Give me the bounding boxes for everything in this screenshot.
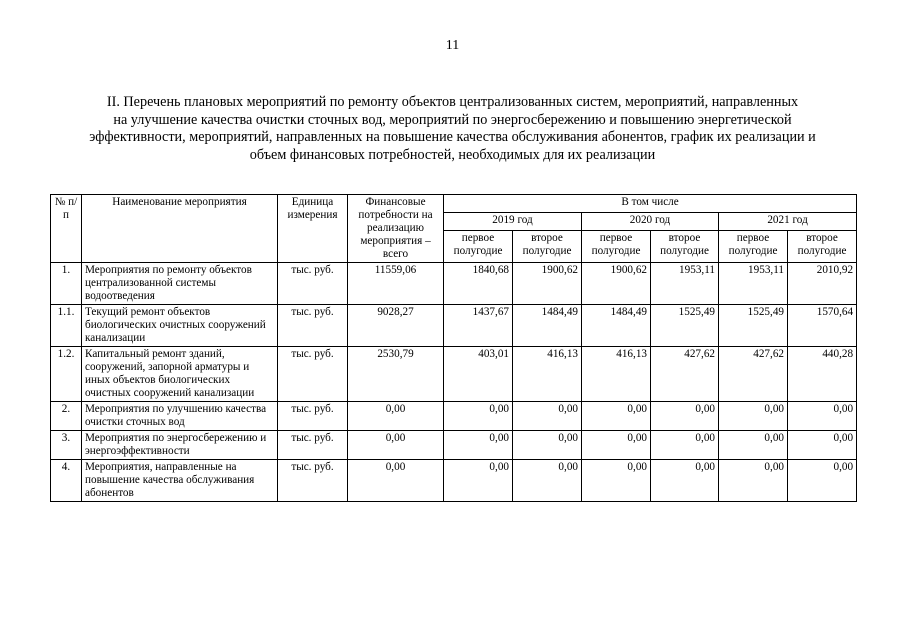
header-year-2019: 2019 год [444,212,582,230]
row-num: 1. [51,263,82,305]
row-value: 416,13 [513,347,582,402]
row-value: 1484,49 [582,305,651,347]
row-value: 1525,49 [719,305,788,347]
row-value: 0,00 [513,402,582,431]
row-name: Текущий ремонт объектов биологических очистных сооружений канализации [82,305,278,347]
row-value: 0,00 [651,431,719,460]
header-half-second: второе полугодие [513,230,582,262]
row-value: 1437,67 [444,305,513,347]
row-unit: тыс. руб. [278,347,348,402]
row-value: 0,00 [582,460,651,502]
table-row [51,263,857,305]
row-num: 1.2. [51,347,82,402]
header-half-second: второе полугодие [788,230,857,262]
row-value: 0,00 [788,460,857,502]
row-value: 0,00 [444,402,513,431]
row-unit: тыс. руб. [278,305,348,347]
table-row [51,431,857,460]
row-total: 11559,06 [348,263,444,305]
row-value: 416,13 [582,347,651,402]
row-unit: тыс. руб. [278,402,348,431]
row-value: 0,00 [788,431,857,460]
row-value: 427,62 [719,347,788,402]
header-num: № п/п [51,195,82,263]
row-value: 427,62 [651,347,719,402]
row-unit: тыс. руб. [278,460,348,502]
heading-line: на улучшение качества очистки сточных вод, мероприятий по энергосбережению и повышению энергетической [113,111,792,128]
row-name: Мероприятия по ремонту объектов централизованной системы водоотведения [82,263,278,305]
page-number: 11 [445,38,460,53]
row-value: 0,00 [651,402,719,431]
table-row [51,460,857,502]
row-name: Мероприятия по энергосбережению и энергоэффективности [82,431,278,460]
row-name: Мероприятия по улучшению качества очистки сточных вод [82,402,278,431]
row-value: 0,00 [719,460,788,502]
header-name: Наименование мероприятия [82,195,278,263]
row-value: 440,28 [788,347,857,402]
header-half-first: первое полугодие [719,230,788,262]
row-value: 1840,68 [444,263,513,305]
row-value: 1900,62 [513,263,582,305]
row-value: 2010,92 [788,263,857,305]
header-including: В том числе [444,195,857,213]
row-value: 403,01 [444,347,513,402]
row-value: 0,00 [513,460,582,502]
plan-table [50,194,857,502]
table-row [51,402,857,431]
header-half-first: первое полугодие [444,230,513,262]
row-unit: тыс. руб. [278,431,348,460]
row-value: 0,00 [719,402,788,431]
row-total: 0,00 [348,431,444,460]
header-unit: Единица измерения [278,195,348,263]
table-row [51,305,857,347]
row-num: 4. [51,460,82,502]
row-total: 0,00 [348,460,444,502]
header-half-second: второе полугодие [651,230,719,262]
row-unit: тыс. руб. [278,263,348,305]
row-num: 1.1. [51,305,82,347]
row-value: 1900,62 [582,263,651,305]
row-value: 0,00 [719,431,788,460]
row-value: 0,00 [651,460,719,502]
row-value: 1484,49 [513,305,582,347]
row-total: 2530,79 [348,347,444,402]
row-value: 1570,64 [788,305,857,347]
row-value: 0,00 [582,402,651,431]
row-num: 3. [51,431,82,460]
table-row [51,347,857,402]
header-half-first: первое полугодие [582,230,651,262]
row-name: Мероприятия, направленные на повышение качества обслуживания абонентов [82,460,278,502]
row-value: 0,00 [444,431,513,460]
row-total: 9028,27 [348,305,444,347]
row-total: 0,00 [348,402,444,431]
row-value: 0,00 [444,460,513,502]
header-total: Финансовые потребности на реализацию мероприятия – всего [348,195,444,263]
heading-line: II. Перечень плановых мероприятий по ремонту объектов централизованных систем, мероприятий, направленных [106,94,799,110]
row-value: 0,00 [513,431,582,460]
row-name: Капитальный ремонт зданий, сооружений, запорной арматуры и иных объектов биологических очистных сооружений канализации [82,347,278,402]
row-value: 1953,11 [651,263,719,305]
header-year-2020: 2020 год [582,212,719,230]
row-value: 1525,49 [651,305,719,347]
section-heading [40,94,865,164]
row-value: 1953,11 [719,263,788,305]
header-year-2021: 2021 год [719,212,857,230]
row-value: 0,00 [582,431,651,460]
heading-line: эффективности, мероприятий, направленных на повышение качества обслуживания абонентов, график их реализации и [89,129,816,145]
row-num: 2. [51,402,82,431]
heading-line: объем финансовых потребностей, необходимых для их реализации [249,146,656,163]
row-value: 0,00 [788,402,857,431]
